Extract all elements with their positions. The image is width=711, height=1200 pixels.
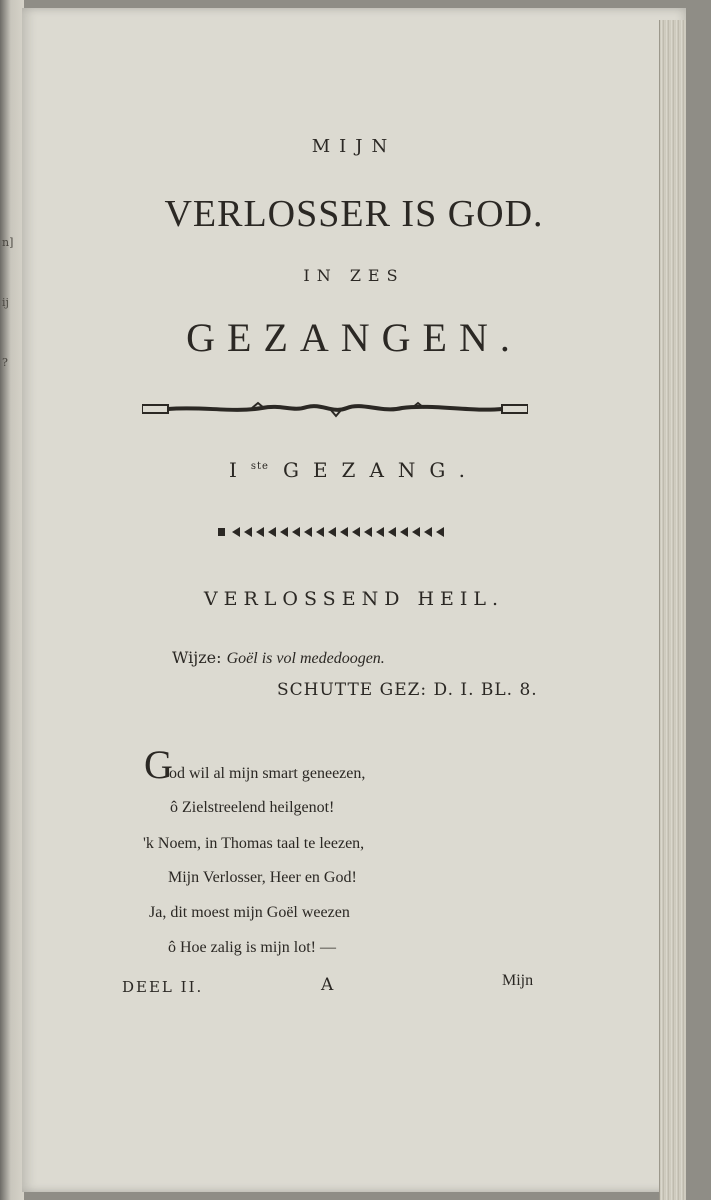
melody-line (172, 648, 385, 668)
arrow-rule-ornament (218, 525, 448, 539)
page-stack-edge (659, 20, 686, 1200)
section-label (22, 458, 686, 482)
verse-line-2: ô Zielstreelend heilgenot! (170, 799, 335, 816)
section-heading: VERLOSSEND HEIL. (203, 588, 505, 610)
volume-mark: DEEL II. (122, 978, 204, 996)
ordinal-superscript: ste (250, 461, 269, 473)
swag-ornament (142, 400, 528, 418)
verse-line-6: ô Hoe zalig is mijn lot! — (168, 939, 336, 956)
verse-line-1: od wil al mijn smart geneezen, (169, 765, 366, 782)
hymnal-reference: SCHUTTE GEZ: D. I. BL. 8. (277, 680, 538, 700)
melody-tune: Goël is vol mededoogen. (226, 650, 385, 667)
pre-title: MIJN (311, 136, 397, 157)
ordinal: I (228, 458, 251, 482)
main-title-word: GEZANGEN. (186, 315, 522, 360)
facing-page-edge: n] ij ? (0, 0, 24, 1200)
verse-line-4: Mijn Verlosser, Heer en God! (168, 869, 357, 886)
drop-capital: G (144, 742, 173, 787)
page-title: VERLOSSER IS GOD. (164, 193, 544, 235)
gezang-word: GEZANG. (282, 458, 480, 482)
verse-line-3: 'k Noem, in Thomas taal te leezen, (143, 835, 365, 852)
catchword: Mijn (502, 972, 534, 989)
verse-line-5: Ja, dit moest mijn Goël weezen (149, 904, 350, 921)
melody-prefix: Wijze: (172, 648, 222, 667)
book-page (22, 8, 686, 1192)
signature-mark: A (321, 975, 334, 995)
subtitle: IN ZES (303, 266, 405, 285)
